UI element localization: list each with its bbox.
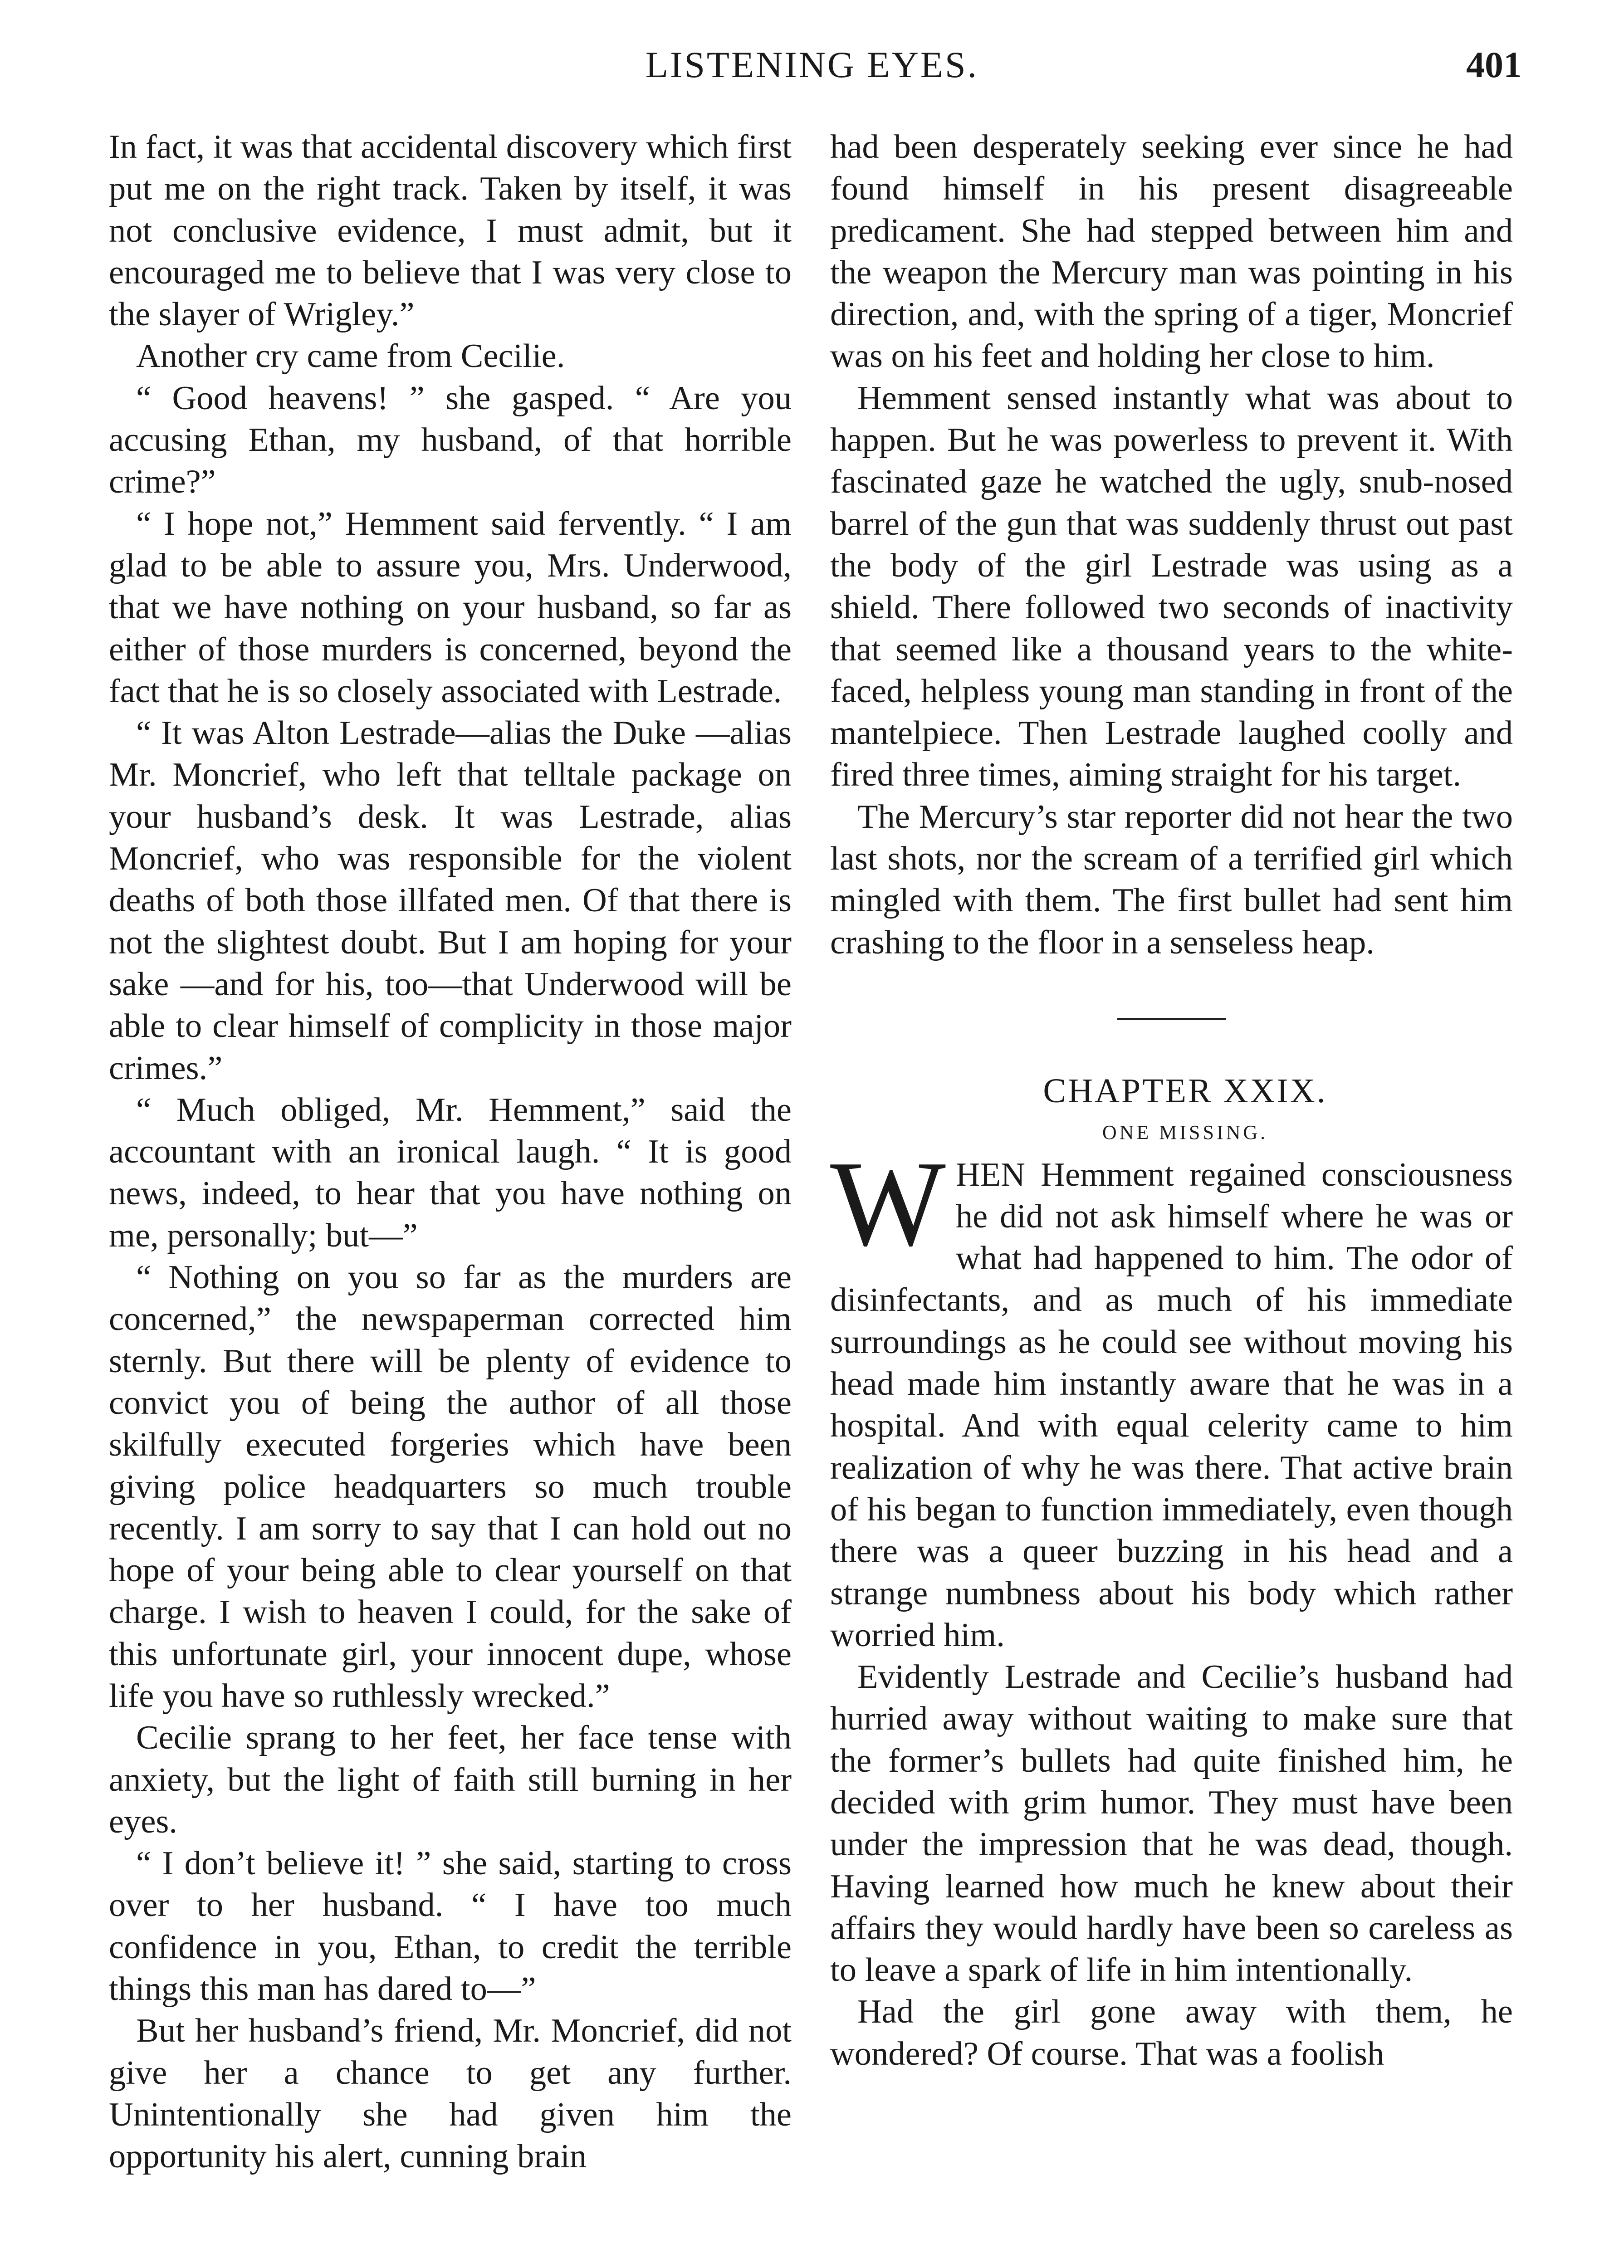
drop-cap: W (830, 1135, 946, 1271)
paragraph: But her husband’s friend, Mr. Moncrief, did not give her a chance to get any further. Unintentionally she had given him the opportunity his alert, cunning brain (109, 2012, 792, 2175)
running-title: LISTENING EYES. (645, 44, 979, 85)
paragraph: “ Good heavens! ” she gasped. “ Are you accusing Ethan, my husband, of that horrible crime?” (109, 379, 792, 501)
paragraph: In fact, it was that accidental discovery which first put me on the right track. Taken by itself, it was not conclusive evidence, I must admit, but it encouraged me to believe that I was very close to the slayer of Wrigley.” (109, 128, 792, 333)
paragraph: Hemment sensed instantly what was about to happen. But he was powerless to prevent it. With fascinated gaze he watched the ugly, snub-nosed barrel of the gun that was suddenly thrust out past the body of the girl Lestrade was using as a shield. There followed two seconds of inactivity that seemed like a thousand years to the white-faced, helpless young man standing in front of the mantelpiece. Then Lestrade laughed coolly and fired three times, aiming straight for his target. (830, 379, 1513, 794)
paragraph: Another cry came from Cecilie. (136, 337, 565, 375)
paragraph: Evidently Lestrade and Cecilie’s husband had hurried away without waiting to make sure that the former’s bullets had quite finished him, he decided with grim humor. They must have been under the impression that he was dead, though. Having learned how much he knew about their affairs they would hardly have been so careless as to leave a spark of life in him intentionally. (830, 1658, 1513, 1989)
chapter-subtitle: ONE MISSING. (1102, 1121, 1268, 1144)
paragraph: “ It was Alton Lestrade—alias the Duke —alias Mr. Moncrief, who left that telltale package on your husband’s desk. It was Lestrade, alias Moncrief, who was responsible for the violent deaths of both those illfated men. Of that there is not the slightest doubt. But I am hoping for your sake —and for his, too—that Underwood will be able to clear himself of complicity in those major crimes.” (109, 714, 792, 1087)
paragraph: “ Nothing on you so far as the murders are concerned,” the newspaperman corrected him sternly. But there will be plenty of evidence to convict you of being the author of all those skilfully executed forgeries which have been giving police headquarters so much trouble recently. I am sorry to say that I can hold out no hope of your being able to clear yourself on that charge. I wish to heaven I could, for the sake of this unfortunate girl, your innocent dupe, whose life you have so ruthlessly wrecked.” (109, 1259, 792, 1715)
paragraph: Cecilie sprang to her feet, her face tense with anxiety, but the light of faith still burning in her eyes. (109, 1719, 792, 1840)
page-number: 401 (1466, 44, 1522, 85)
right-column (830, 126, 1513, 2075)
paragraph: Had the girl gone away with them, he wondered? Of course. That was a foolish (830, 1993, 1513, 2072)
chapter-title: CHAPTER XXIX. (1043, 1071, 1327, 1110)
paragraph: “ Much obliged, Mr. Hemment,” said the accountant with an ironical laugh. “ It is good news, indeed, to hear that you have nothing on me, personally; but—” (109, 1091, 792, 1254)
paragraph: “ I hope not,” Hemment said fervently. “ I am glad to be able to assure you, Mrs. Underwood, that we have nothing on your husband, so far as either of those murders is concerned, beyond the fact that he is so closely associated with Lestrade. (109, 505, 792, 710)
left-column (109, 126, 792, 2178)
paragraph: had been desperately seeking ever since he had found himself in his present disagreeable predicament. She had stepped between him and the weapon the Mercury man was pointing in his direction, and, with the spring of a tiger, Moncrief was on his feet and holding her close to him. (830, 128, 1513, 375)
paragraph: “ I don’t believe it! ” she said, starting to cross over to her husband. “ I have too much confidence in you, Ethan, to credit the terrible things this man has dared to—” (109, 1845, 792, 2008)
opening-text: HEN Hemment regained consciousness he did not ask himself where he was or what had happened to him. The odor of disinfectants, and as much of his immediate surroundings as he could see without moving his head made him instantly aware that he was in a hospital. And with equal celerity came to him realization of why he was there. That active brain of his began to function immediately, even though there was a queer buzzing in his head and a strange numbness about his body which rather worried him. (830, 1156, 1513, 1654)
chapter-opening-paragraph (830, 1135, 1513, 1657)
paragraph: The Mercury’s star reporter did not hear the two last shots, nor the scream of a terrified girl which mingled with them. The first bullet had sent him crashing to the floor in a senseless heap. (830, 798, 1513, 961)
page-header (0, 44, 1624, 93)
section-divider (1117, 1018, 1226, 1020)
